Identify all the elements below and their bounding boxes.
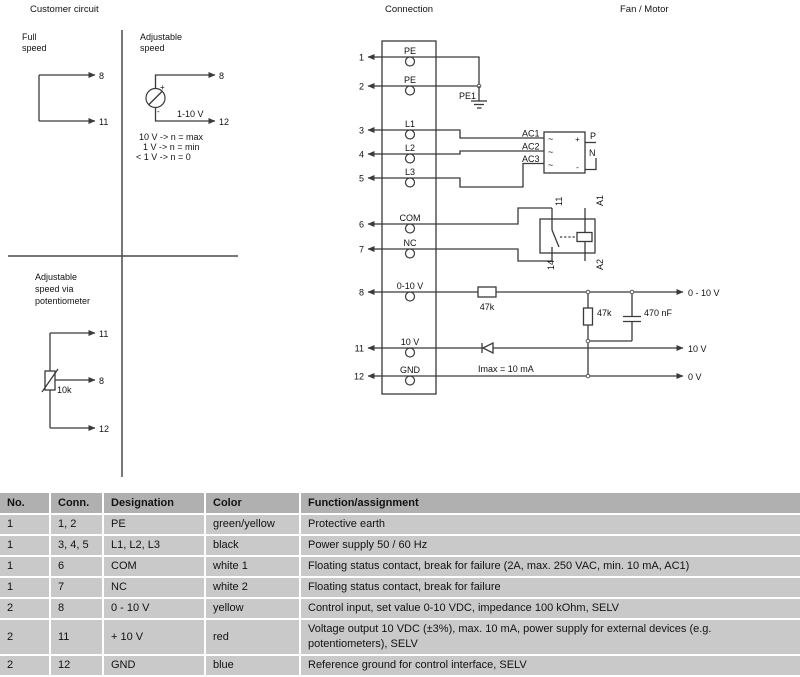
cell-function: Power supply 50 / 60 Hz xyxy=(300,535,800,556)
terminal-label: 10 V xyxy=(400,337,420,347)
terminal-label: L2 xyxy=(404,143,416,153)
cell-conn: 6 xyxy=(50,556,103,577)
shunt-resistor-icon xyxy=(584,308,593,325)
n-output-label: N xyxy=(589,148,596,158)
diode-icon xyxy=(482,343,493,353)
dc-plus-label: + xyxy=(575,135,580,144)
phase-symbol-3: ~ xyxy=(548,160,554,170)
source-plus-label: + xyxy=(160,83,165,92)
protective-earth-node xyxy=(459,84,487,108)
full-speed-circuit xyxy=(22,32,108,127)
table-header-designation: Designation xyxy=(103,493,205,514)
table-header-no: No. xyxy=(0,493,50,514)
adjustable-speed-label-line1: Adjustable xyxy=(140,32,183,42)
potentiometer-circuit xyxy=(35,272,109,434)
cell-no: 2 xyxy=(0,619,50,655)
pot-label-line3: potentiometer xyxy=(35,296,91,306)
cell-color: green/yellow xyxy=(205,514,300,535)
terminal-number: 6 xyxy=(358,219,364,230)
pot-label-line1: Adjustable xyxy=(35,272,78,282)
note-line1: 10 V -> n = max xyxy=(139,132,204,142)
terminal-label: GND xyxy=(400,365,420,375)
adjustable-speed-label-line2: speed xyxy=(140,43,165,53)
note-line2: 1 V -> n = min xyxy=(143,142,200,152)
table-row xyxy=(0,655,800,675)
ac-input-label-2: AC2 xyxy=(522,141,540,152)
terminal-label: PE xyxy=(403,75,417,85)
terminal-number: 8 xyxy=(358,287,364,298)
terminal-number: 7 xyxy=(358,244,364,255)
junction-dot xyxy=(586,374,590,378)
phase-symbol-1: ~ xyxy=(548,134,554,144)
wire xyxy=(585,158,596,170)
pot-label-line2: speed via xyxy=(35,284,74,294)
terminal-label: 0-10 V xyxy=(396,281,424,291)
ac-input-label-1: AC1 xyxy=(522,128,540,139)
cell-designation: PE xyxy=(103,514,205,535)
cell-conn: 11 xyxy=(50,619,103,655)
cell-conn: 12 xyxy=(50,655,103,675)
output-label-0-10v: 0 - 10 V xyxy=(688,288,720,298)
note-line3: < 1 V -> n = 0 xyxy=(136,152,191,162)
source-minus-label: - xyxy=(157,107,160,116)
adjustable-pin-12: 12 xyxy=(219,117,230,127)
quadrant-dividers xyxy=(8,30,238,477)
dc-minus-label: - xyxy=(576,163,579,172)
cell-designation: NC xyxy=(103,577,205,598)
terminal-number: 12 xyxy=(353,371,364,382)
relay xyxy=(540,195,605,270)
cell-conn: 3, 4, 5 xyxy=(50,535,103,556)
junction-dot xyxy=(586,290,590,294)
terminal-label: COM xyxy=(399,213,421,223)
output-label-10v: 10 V xyxy=(688,344,707,354)
terminal-number: 2 xyxy=(358,81,364,92)
terminal-number: 5 xyxy=(358,173,364,184)
cell-conn: 8 xyxy=(50,598,103,619)
cell-color: blue xyxy=(205,655,300,675)
section-title-customer-circuit: Customer circuit xyxy=(30,4,99,15)
terminal-circle xyxy=(406,224,415,233)
terminal-label: L1 xyxy=(404,119,416,129)
diode-note-label: Imax = 10 mA xyxy=(478,364,534,374)
cell-color: red xyxy=(205,619,300,655)
cell-no: 1 xyxy=(0,514,50,535)
pot-pin-8: 8 xyxy=(99,376,105,386)
range-label: 1-10 V xyxy=(177,109,204,119)
cell-no: 1 xyxy=(0,577,50,598)
terminal-circle xyxy=(406,57,415,66)
capacitor-icon xyxy=(623,292,641,341)
terminal-circle xyxy=(406,86,415,95)
cell-no: 2 xyxy=(0,598,50,619)
adjustable-speed-circuit xyxy=(136,32,229,162)
terminal-number: 1 xyxy=(358,52,364,63)
terminal-number: 11 xyxy=(354,343,364,354)
full-speed-label-line1: Full xyxy=(22,32,37,42)
full-speed-label-line2: speed xyxy=(22,43,47,53)
cell-color: white 1 xyxy=(205,556,300,577)
table-row xyxy=(0,577,800,598)
shunt-resistor-label: 47k xyxy=(597,308,612,318)
full-speed-pin-8: 8 xyxy=(99,71,105,81)
terminal-circle xyxy=(406,130,415,139)
adjustable-pin-8: 8 xyxy=(219,71,225,81)
rectifier-box xyxy=(522,129,596,174)
cell-no: 1 xyxy=(0,556,50,577)
pot-value-label: 10k xyxy=(57,385,72,395)
terminal-circle xyxy=(406,348,415,357)
terminal-circle xyxy=(406,249,415,258)
pe1-label: PE1 xyxy=(458,91,476,101)
cell-function: Protective earth xyxy=(300,514,800,535)
junction-dot xyxy=(630,290,634,294)
p-output-label: P xyxy=(590,131,597,141)
relay-coil-a1-label: A1 xyxy=(595,194,605,206)
cell-function: Control input, set value 0-10 VDC, impedance 100 kOhm, SELV xyxy=(300,598,800,619)
cell-designation: L1, L2, L3 xyxy=(103,535,205,556)
table-header-color: Color xyxy=(205,493,300,514)
terminal-circle xyxy=(406,154,415,163)
terminal-circle xyxy=(406,178,415,187)
cell-conn: 7 xyxy=(50,577,103,598)
section-title-connection: Connection xyxy=(385,4,434,15)
pot-pin-12: 12 xyxy=(99,424,110,434)
terminal-label: NC xyxy=(403,238,417,248)
cell-function: Floating status contact, break for failure xyxy=(300,577,800,598)
potentiometer-icon xyxy=(42,369,58,392)
table-header-conn: Conn. xyxy=(50,493,103,514)
output-label-0v: 0 V xyxy=(688,372,702,382)
table-row xyxy=(0,556,800,577)
phase-symbol-2: ~ xyxy=(548,147,554,157)
pot-pin-11: 11 xyxy=(99,329,109,339)
cell-function: Reference ground for control interface, SELV xyxy=(300,655,800,675)
relay-coil-a2-label: A2 xyxy=(595,258,605,270)
cell-designation: COM xyxy=(103,556,205,577)
section-title-fan-motor: Fan / Motor xyxy=(620,4,669,15)
full-speed-pin-11: 11 xyxy=(99,117,109,127)
cell-designation: + 10 V xyxy=(103,619,205,655)
table-row xyxy=(0,514,800,535)
ac-input-label-3: AC3 xyxy=(522,154,540,164)
cell-function: Floating status contact, break for failure (2A, max. 250 VAC, min. 10 mA, AC1) xyxy=(300,556,800,577)
cell-no: 2 xyxy=(0,655,50,675)
cell-function: Voltage output 10 VDC (±3%), max. 10 mA, power supply for external devices (e.g. potentiometers), SELV xyxy=(300,619,800,655)
cell-color: white 2 xyxy=(205,577,300,598)
series-resistor-icon xyxy=(478,287,496,297)
terminal-number: 4 xyxy=(358,149,364,160)
table-row xyxy=(0,619,800,655)
cell-color: yellow xyxy=(205,598,300,619)
table-header-row xyxy=(0,493,800,514)
terminal-label: PE xyxy=(403,46,417,56)
terminal-circle xyxy=(406,376,415,385)
cell-designation: GND xyxy=(103,655,205,675)
relay-terminal-14-label: 14 xyxy=(546,259,556,270)
cell-no: 1 xyxy=(0,535,50,556)
table-row xyxy=(0,598,800,619)
terminal-assignment-table xyxy=(0,493,800,675)
table-row xyxy=(0,535,800,556)
series-resistor-label: 47k xyxy=(479,302,495,312)
terminal-circle xyxy=(406,292,415,301)
terminal-number: 3 xyxy=(358,125,364,136)
cell-designation: 0 - 10 V xyxy=(103,598,205,619)
terminal-label: L3 xyxy=(404,167,416,177)
table-header-function: Function/assignment xyxy=(300,493,800,514)
cell-color: black xyxy=(205,535,300,556)
relay-terminal-11-label: 11 xyxy=(554,196,564,206)
cell-conn: 1, 2 xyxy=(50,514,103,535)
junction-dot xyxy=(586,339,590,343)
capacitor-label: 470 nF xyxy=(644,308,673,318)
